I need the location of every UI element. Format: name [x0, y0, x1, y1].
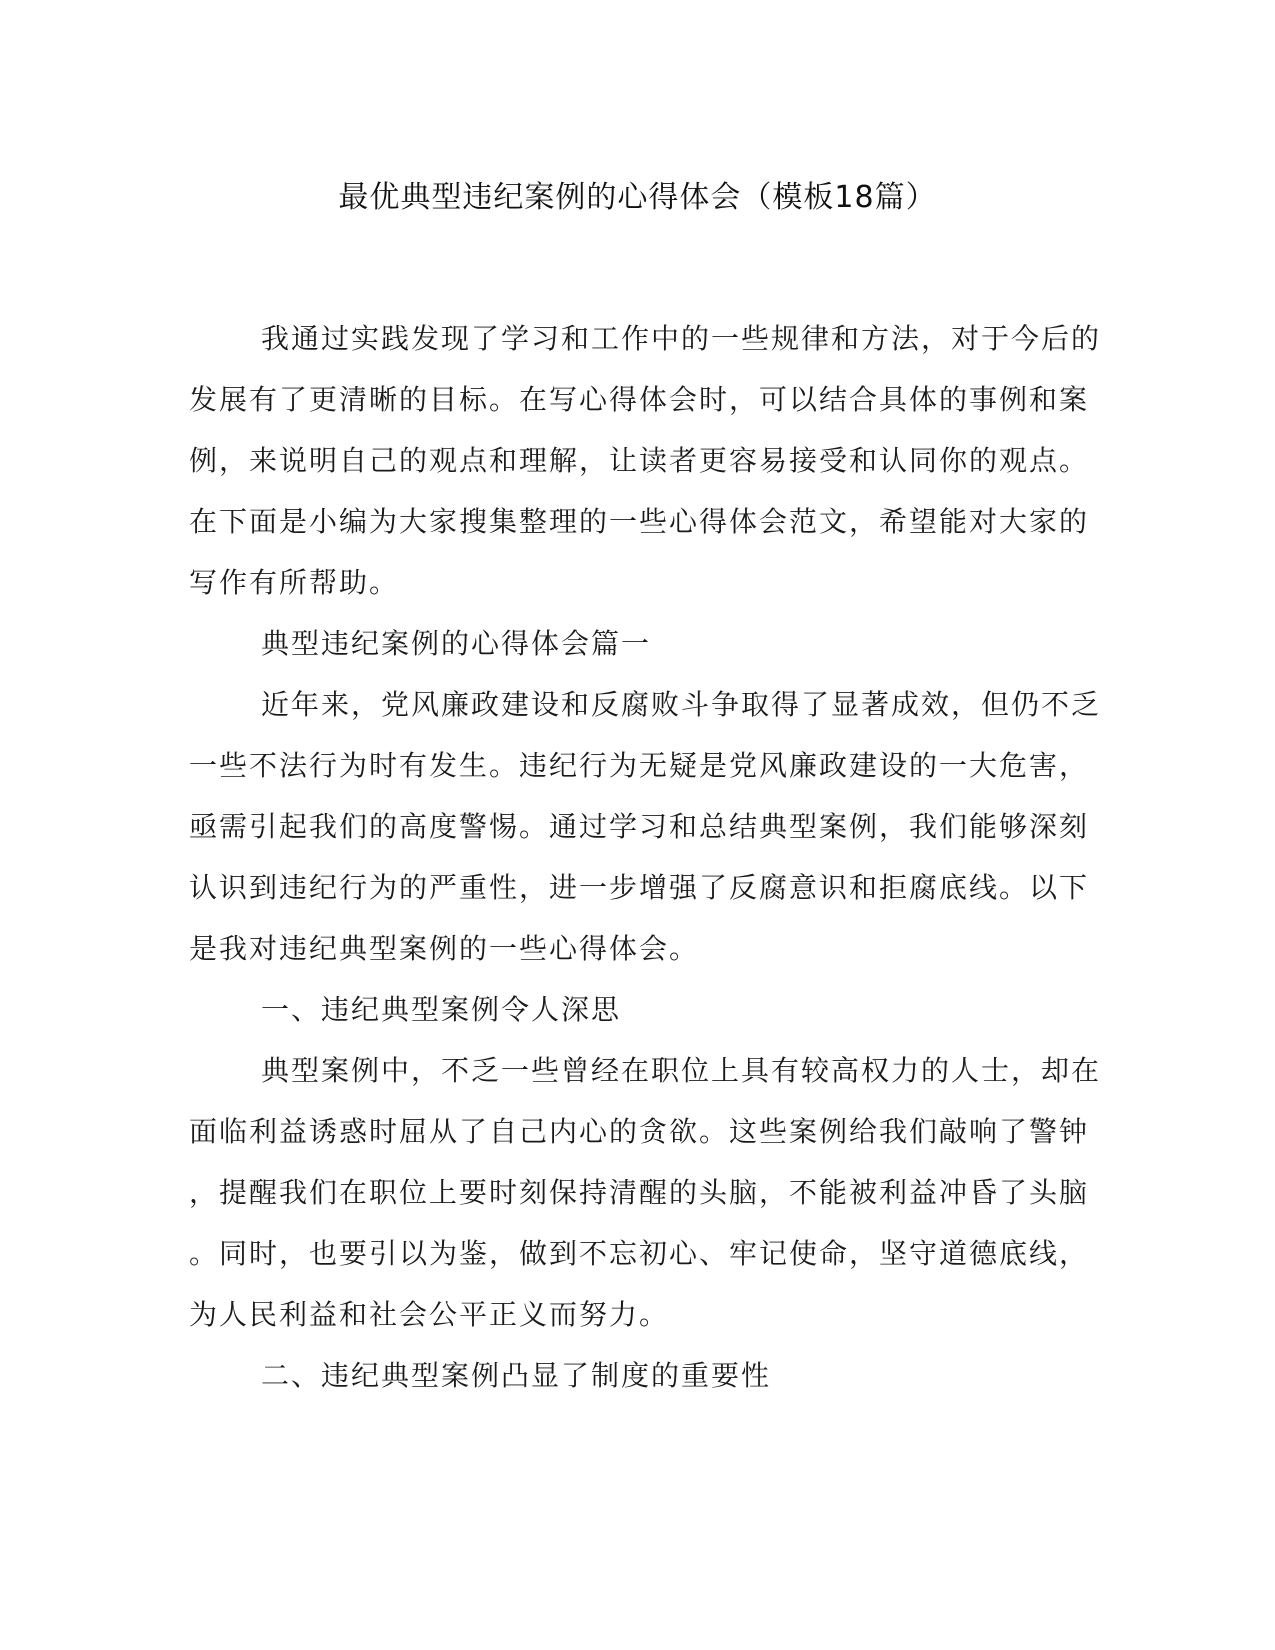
document-body — [189, 308, 1102, 1406]
heading-line: 二、违纪典型案例凸显了制度的重要性 — [261, 1359, 772, 1392]
paragraph-line: 在下面是小编为大家搜集整理的一些心得体会范文，希望能对大家的 — [189, 505, 1090, 538]
paragraph-line: 。同时，也要引以为鉴，做到不忘初心、牢记使命，坚守道德底线， — [189, 1237, 1090, 1270]
heading-line: 典型违纪案例的心得体会篇一 — [261, 627, 652, 660]
section-heading — [189, 613, 1079, 674]
paragraph-line: 是我对违纪典型案例的一些心得体会。 — [189, 932, 700, 965]
subsection-heading — [189, 1345, 1079, 1406]
paragraph-line: 一些不法行为时有发生。违纪行为无疑是党风廉政建设的一大危害， — [189, 749, 1090, 782]
paragraph-line: 例，来说明自己的观点和理解，让读者更容易接受和认同你的观点。 — [189, 444, 1090, 477]
paragraph-line: ，提醒我们在职位上要时刻保持清醒的头脑，不能被利益冲昏了头脑 — [189, 1176, 1090, 1209]
paragraph-line: 典型案例中，不乏一些曾经在职位上具有较高权力的人士，却在 — [261, 1054, 1102, 1087]
body-paragraph — [189, 1040, 1102, 1345]
paragraph-line: 近年来，党风廉政建设和反腐败斗争取得了显著成效，但仍不乏 — [261, 688, 1102, 721]
paragraph-line: 为人民利益和社会公平正义而努力。 — [189, 1298, 670, 1331]
intro-paragraph — [189, 308, 1102, 613]
body-paragraph — [189, 674, 1102, 979]
subsection-heading — [189, 979, 1079, 1040]
paragraph-line: 认识到违纪行为的严重性，进一步增强了反腐意识和拒腐底线。以下 — [189, 871, 1090, 904]
document-title: 最优典型违纪案例的心得体会（模板18篇） — [338, 180, 937, 215]
paragraph-line: 我通过实践发现了学习和工作中的一些规律和方法，对于今后的 — [261, 322, 1102, 355]
paragraph-line: 写作有所帮助。 — [189, 566, 400, 599]
paragraph-line: 面临利益诱惑时屈从了自己内心的贪欲。这些案例给我们敲响了警钟 — [189, 1115, 1090, 1148]
heading-line: 一、违纪典型案例令人深思 — [261, 993, 622, 1026]
paragraph-line: 亟需引起我们的高度警惕。通过学习和总结典型案例，我们能够深刻 — [189, 810, 1090, 843]
paragraph-line: 发展有了更清晰的目标。在写心得体会时，可以结合具体的事例和案 — [189, 383, 1090, 416]
